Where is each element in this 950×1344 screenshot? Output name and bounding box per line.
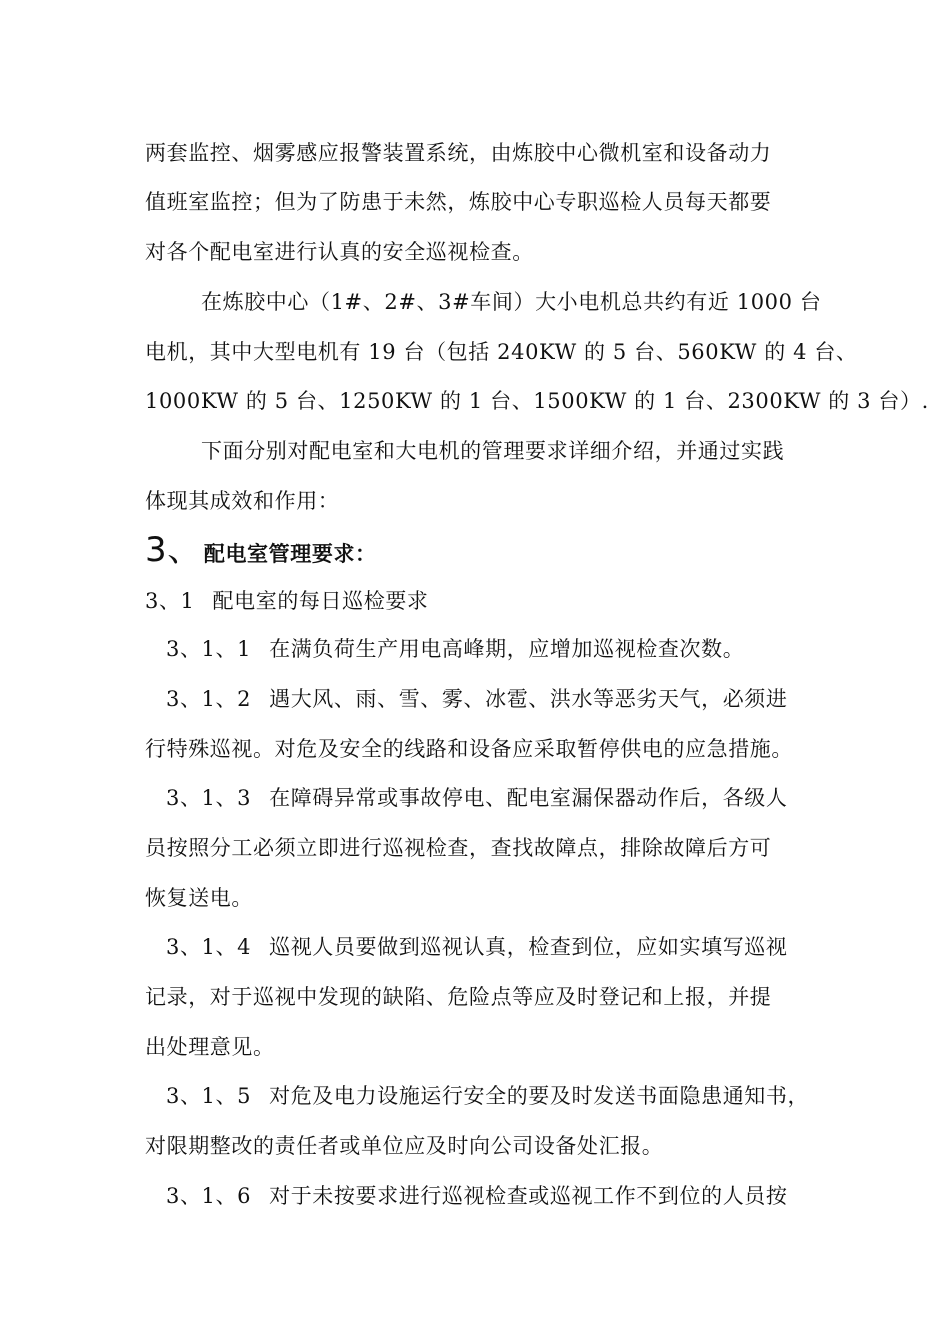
item-number: 3、1、6 bbox=[166, 1184, 252, 1208]
item-3-1-4-line-3: 出处理意见。 bbox=[145, 1035, 275, 1059]
item-text: 巡视人员要做到巡视认真，检查到位，应如实填写巡视 bbox=[269, 935, 788, 959]
item-3-1-4-line-2: 记录，对于巡视中发现的缺陷、危险点等应及时登记和上报，并提 bbox=[145, 985, 772, 1009]
item-3-1-5-line-1 bbox=[166, 1082, 809, 1110]
item-text: 在满负荷生产用电高峰期，应增加巡视检查次数。 bbox=[269, 637, 745, 661]
subsection-number: 3、1 bbox=[145, 589, 195, 613]
item-number: 3、1、2 bbox=[166, 687, 252, 711]
paragraph-2-line-3: 1000KW 的 5 台、1250KW 的 1 台、1500KW 的 1 台、2300KW 的 3 台）. bbox=[145, 389, 929, 413]
subsection-heading bbox=[145, 587, 429, 615]
item-text: 遇大风、雨、雪、雾、冰雹、洪水等恶劣天气，必须进 bbox=[269, 687, 788, 711]
paragraph-1-line-1: 两套监控、烟雾感应报警装置系统，由炼胶中心微机室和设备动力 bbox=[145, 141, 772, 165]
item-text: 对于未按要求进行巡视检查或巡视工作不到位的人员按 bbox=[269, 1184, 788, 1208]
item-number: 3、1、4 bbox=[166, 935, 252, 959]
paragraph-3-line-2: 体现其成效和作用： bbox=[145, 489, 340, 513]
paragraph-3-line-1: 下面分别对配电室和大电机的管理要求详细介绍，并通过实践 bbox=[201, 439, 785, 463]
item-3-1-6-line-1 bbox=[166, 1182, 788, 1210]
item-3-1-3-line-3: 恢复送电。 bbox=[145, 886, 253, 910]
item-3-1-3-line-1 bbox=[166, 784, 788, 812]
item-3-1-2-line-1 bbox=[166, 685, 788, 713]
item-3-1-2-line-2: 行特殊巡视。对危及安全的线路和设备应采取暂停供电的应急措施。 bbox=[145, 737, 793, 761]
item-number: 3、1、3 bbox=[166, 786, 252, 810]
section-title: 配电室管理要求： bbox=[203, 542, 377, 566]
paragraph-2-line-2: 电机，其中大型电机有 19 台（包括 240KW 的 5 台、560KW 的 4 台、 bbox=[145, 340, 858, 364]
section-heading bbox=[145, 530, 377, 570]
item-number: 3、1、1 bbox=[166, 637, 252, 661]
item-text: 在障碍异常或事故停电、配电室漏保器动作后，各级人 bbox=[269, 786, 788, 810]
item-3-1-1-line-1 bbox=[166, 635, 744, 663]
item-number: 3、1、5 bbox=[166, 1084, 252, 1108]
section-number: 3、 bbox=[145, 530, 202, 570]
subsection-title: 配电室的每日巡检要求 bbox=[212, 589, 429, 613]
item-text: 对危及电力设施运行安全的要及时发送书面隐患通知书， bbox=[269, 1084, 810, 1108]
item-3-1-4-line-1 bbox=[166, 933, 788, 961]
item-3-1-3-line-2: 员按照分工必须立即进行巡视检查，查找故障点，排除故障后方可 bbox=[145, 836, 772, 860]
paragraph-1-line-2: 值班室监控；但为了防患于未然，炼胶中心专职巡检人员每天都要 bbox=[145, 190, 772, 214]
paragraph-2-line-1: 在炼胶中心（1#、2#、3#车间）大小电机总共约有近 1000 台 bbox=[201, 290, 822, 314]
paragraph-1-line-3: 对各个配电室进行认真的安全巡视检查。 bbox=[145, 240, 534, 264]
item-3-1-5-line-2: 对限期整改的责任者或单位应及时向公司设备处汇报。 bbox=[145, 1134, 664, 1158]
